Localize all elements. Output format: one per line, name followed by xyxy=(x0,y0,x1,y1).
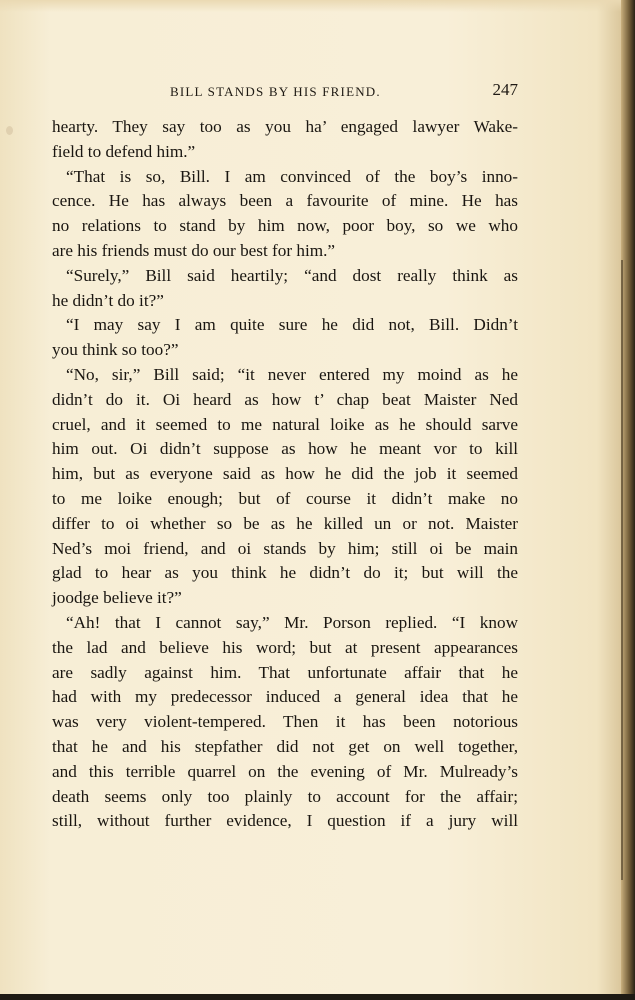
text-line: to me loike enough; but of course it didn’t make no xyxy=(52,488,518,508)
book-spine-edge xyxy=(621,0,635,1000)
text-line: “Surely,” Bill said heartily; “and dost really think as xyxy=(66,265,518,285)
text-line: didn’t do it. Oi heard as how t’ chap beat Maister Ned xyxy=(52,389,518,409)
text-line: Ned’s moi friend, and oi stands by him; still oi be main xyxy=(52,538,518,558)
running-head-title: BILL STANDS BY HIS FRIEND. xyxy=(170,84,381,99)
text-line: glad to hear as you think he didn’t do it; but will the xyxy=(52,563,518,583)
text-line: death seems only too plainly to account for the affair; xyxy=(52,786,518,806)
paper-spot xyxy=(6,126,13,135)
text-line: joodge believe it?” xyxy=(52,588,182,608)
text-line: cence. He has always been a favourite of mine. He has xyxy=(52,191,518,211)
scan-bottom-edge xyxy=(0,994,635,1000)
text-line: still, without further evidence, I question if a jury will xyxy=(52,811,518,831)
text-line: cruel, and it seemed to me natural loike as he should sarve xyxy=(52,414,518,434)
text-line: “I may say I am quite sure he did not, Bill. Didn’t xyxy=(66,315,518,335)
text-line: and this terrible quarrel on the evening of Mr. Mulready’s xyxy=(52,761,518,781)
text-line: he didn’t do it?” xyxy=(52,290,164,310)
page-top-shadow xyxy=(0,0,635,12)
text-line: him, but as everyone said as how he did the job it seemed xyxy=(52,464,518,484)
text-line: you think so too?” xyxy=(52,340,179,360)
running-head xyxy=(52,82,518,104)
text-line: hearty. They say too as you ha’ engaged lawyer Wake- xyxy=(52,117,518,136)
text-line: that he and his stepfather did not get on well together, xyxy=(52,736,518,756)
text-line: “No, sir,” Bill said; “it never entered my moind as he xyxy=(66,364,518,384)
text-line: no relations to stand by him now, poor boy, so we who xyxy=(52,216,518,236)
text-line: was very violent-tempered. Then it has been notorious xyxy=(52,712,518,732)
text-line: are sadly against him. That unfortunate affair that he xyxy=(52,662,518,682)
text-line: “Ah! that I cannot say,” Mr. Porson replied. “I know xyxy=(66,612,518,632)
text-line: are his friends must do our best for him.” xyxy=(52,240,336,260)
text-line: had with my predecessor induced a general idea that he xyxy=(52,687,518,707)
text-line: field to defend him.” xyxy=(52,141,196,161)
page-number: 247 xyxy=(492,80,518,99)
text-line: “That is so, Bill. I am convinced of the boy’s inno- xyxy=(66,166,518,186)
text-line: the lad and believe his word; but at present appearances xyxy=(52,637,518,657)
body-text xyxy=(52,115,518,834)
text-line: differ to oi whether so be as he killed un or not. Maister xyxy=(52,513,518,533)
text-line: him out. Oi didn’t suppose as how he meant vor to kill xyxy=(52,439,518,459)
page-edge-line xyxy=(621,260,623,880)
